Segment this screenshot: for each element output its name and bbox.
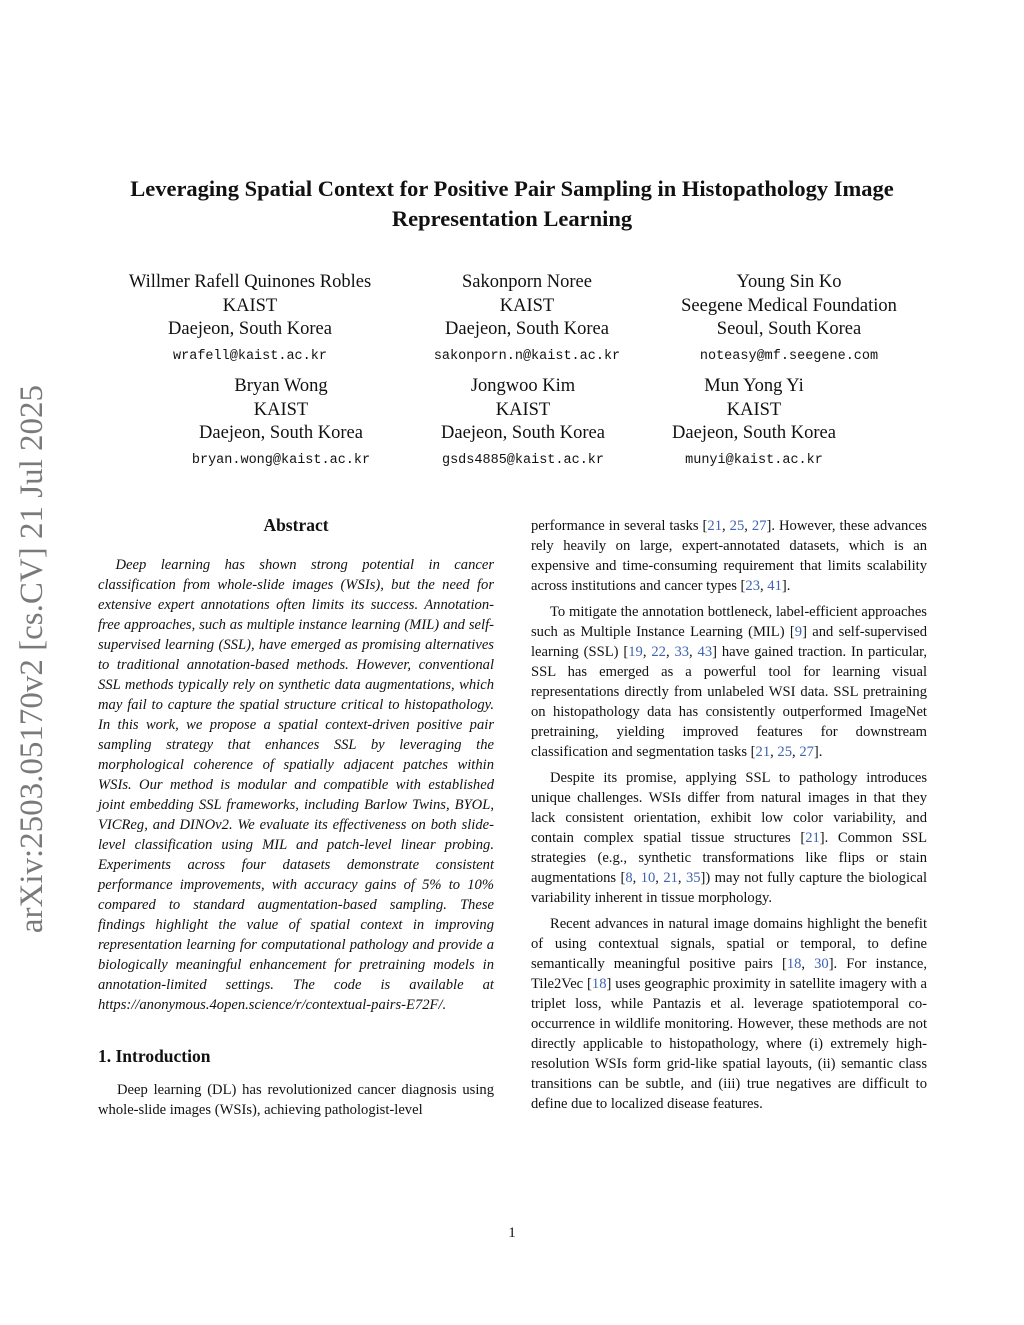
citation-link[interactable]: 25 — [729, 518, 745, 534]
author-email: gsds4885@kaist.ac.kr — [441, 452, 605, 468]
author-block — [100, 271, 400, 366]
intro-paragraph-continued: performance in several tasks [21, 25, 27]. However, these advances rely heavily on large, expert-annotated datasets, which is an expensive and time-consuming requirement that limits scalability across institutions and cancer types [23, 41]. — [531, 518, 927, 594]
introduction-heading: 1. Introduction — [98, 1046, 211, 1066]
paper-title — [80, 174, 944, 234]
author-name: Willmer Rafell Quinones Robles — [128, 272, 372, 292]
author-location: Daejeon, South Korea — [441, 423, 605, 443]
author-location: Daejeon, South Korea — [168, 319, 332, 339]
right-column — [531, 516, 927, 1114]
citation-link[interactable]: 35 — [685, 870, 701, 886]
citation-link[interactable]: 23 — [745, 578, 760, 594]
author-name: Sakonporn Noree — [462, 272, 592, 292]
author-location: Daejeon, South Korea — [445, 319, 609, 339]
author-affiliation: KAIST — [253, 399, 309, 420]
abstract-text: Deep learning has shown strong potential in cancer classification from whole-slide images (WSIs), but the need for extensive expert annotations often limits its success. Annotation-free approaches, such as multiple instance learning (MIL) and self-supervised learning (SSL), have emerged as promising alternatives to traditional annotation-based methods. However, conventional SSL methods typically rely on synthetic data augmentations, which may fail to capture the spatial structure critical to histopathology. In this work, we propose a spatial context-driven positive pair sampling strategy that enhances SSL by leveraging the morphological coherence of spatially adjacent patches within WSIs. Our method is modular and compatible with established joint embedding SSL frameworks, including Barlow Twins, BYOL, VICReg, and DINOv2. We evaluate its effectiveness on both slide-level classification using MIL and patch-level linear probing. Experiments across four datasets demonstrate consistent performance improvements, with accuracy gains of 5% to 10% compared to standard augmentation-based sampling. These findings highlight the value of spatial context in improving representation learning for computational pathology and provide a biologically meaningful enhancement for pretraining models in annotation-limited settings. The code is available at https://anonymous.4open.science/r/contextual-pairs-E72F/. — [98, 557, 494, 1013]
author-name: Young Sin Ko — [736, 272, 842, 292]
abstract-heading: Abstract — [263, 515, 329, 535]
author-email: munyi@kaist.ac.kr — [685, 452, 823, 468]
citation-link[interactable]: 21 — [755, 744, 771, 760]
citation-link[interactable]: 18 — [786, 956, 802, 972]
author-block — [604, 375, 904, 470]
author-name: Bryan Wong — [234, 376, 328, 396]
citation-link[interactable]: 27 — [751, 518, 767, 534]
author-location: Daejeon, South Korea — [199, 423, 363, 443]
author-affiliation: KAIST — [222, 295, 278, 316]
citation-link[interactable]: 18 — [591, 976, 607, 992]
author-affiliation: KAIST — [495, 399, 551, 420]
title-line-2: Representation Learning — [391, 206, 633, 231]
author-name: Jongwoo Kim — [470, 376, 576, 396]
citation-link[interactable]: 41 — [767, 578, 782, 594]
author-location: Seoul, South Korea — [716, 319, 862, 339]
citation-link[interactable]: 33 — [674, 644, 690, 660]
page-number: 1 — [508, 1225, 516, 1241]
author-affiliation: KAIST — [499, 295, 555, 316]
intro-paragraph-start: Deep learning (DL) has revolutionized cancer diagnosis using whole-slide images (WSIs), achieving pathologist-level — [98, 1082, 494, 1118]
author-email: noteasy@mf.seegene.com — [699, 348, 879, 364]
citation-link[interactable]: 21 — [663, 870, 678, 886]
citation-link[interactable]: 30 — [814, 956, 829, 972]
left-column — [98, 515, 494, 1120]
citation-link[interactable]: 21 — [707, 518, 723, 534]
citation-link[interactable]: 8 — [625, 870, 633, 886]
citation-link[interactable]: 9 — [794, 624, 803, 640]
author-block — [639, 271, 939, 366]
author-location: Daejeon, South Korea — [672, 423, 836, 443]
author-email: sakonporn.n@kaist.ac.kr — [433, 348, 621, 364]
intro-paragraph: To mitigate the annotation bottleneck, label-efficient approaches such as Multiple Instance Learning (MIL) [9] and self-supervised learning (SSL) [19, 22, 33, 43] have gained traction. In particular, SSL has emerged as a powerful tool for learning visual representations directly from unlabeled WSI data. SSL pretraining on histopathology data has consistently outperformed ImageNet pretraining, yielding improved features for downstream classification and segmentation tasks [21, 25, 27]. — [531, 604, 928, 760]
citation-link[interactable]: 27 — [799, 744, 814, 760]
citation-link[interactable]: 19 — [628, 644, 643, 660]
title-line-1: Leveraging Spatial Context for Positive Pair Sampling in Histopathology Image — [130, 176, 894, 201]
citation-link[interactable]: 21 — [805, 830, 820, 846]
citation-link[interactable]: 10 — [640, 870, 656, 886]
author-name: Mun Yong Yi — [704, 376, 804, 396]
author-block — [377, 271, 677, 366]
intro-paragraph: Recent advances in natural image domains highlight the benefit of using contextual signals, spatial or temporal, to define semantically meaningful positive pairs [18, 30]. For instance, Tile2Vec [18] uses geographic proximity in satellite imagery with a triplet loss, while Pantazis et al. leverage spatiotemporal co-occurrence in wildlife monitoring. However, these methods are not directly applicable to histopathology, where (i) extremely high-resolution WSIs form grid-like spatial layouts, (ii) semantic class transitions can be subtle, and (iii) true negatives are difficult to define due to localized disease features. — [531, 916, 928, 1112]
author-email: wrafell@kaist.ac.kr — [173, 348, 327, 364]
intro-paragraph: Despite its promise, applying SSL to pathology introduces unique challenges. WSIs differ from natural images in that they lack consistent orientation, exhibit low color variability, and contain complex spatial tissue structures [21]. Common SSL strategies (e.g., synthetic transformations like flips or stain augmentations [8, 10, 21, 35]) may not fully capture the biological variability inherent in tissue morphology. — [531, 770, 928, 906]
citation-link[interactable]: 25 — [777, 744, 793, 760]
citation-link[interactable]: 43 — [697, 644, 713, 660]
author-affiliation: KAIST — [726, 399, 782, 420]
citation-link[interactable]: 22 — [651, 644, 666, 660]
arxiv-identifier-stamp: arXiv:2503.05170v2 [cs.CV] 21 Jul 2025 — [14, 385, 50, 934]
author-email: bryan.wong@kaist.ac.kr — [191, 452, 371, 468]
author-affiliation: Seegene Medical Foundation — [681, 295, 897, 316]
